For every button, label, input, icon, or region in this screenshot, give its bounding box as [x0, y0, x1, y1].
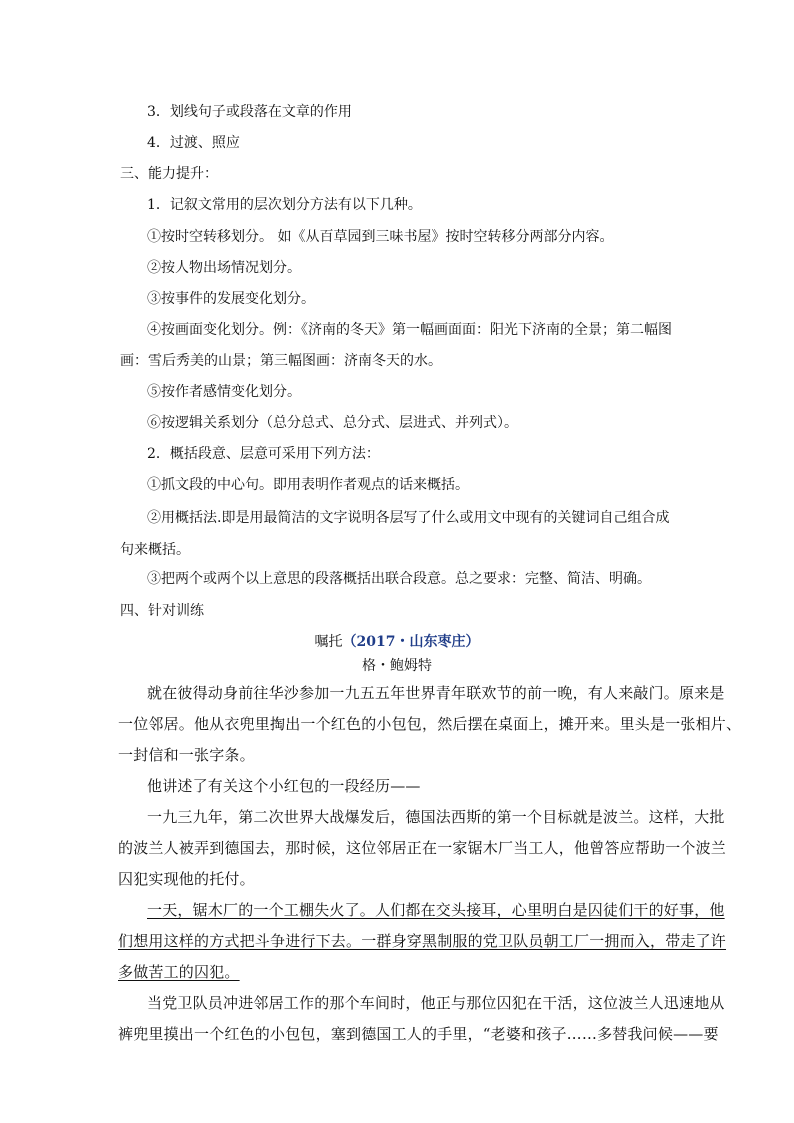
paragraph-3-line-c: 囚犯实现他的托付。 [118, 870, 255, 888]
article-title-source: （2017・山东枣庄） [342, 634, 480, 650]
summary-item-2-line-a: ②用概括法.即是用最简洁的文字说明各层写了什么或用文中现有的关键词自己组合成 [147, 510, 670, 526]
method-item-5: ⑤按作者感情变化划分。 [147, 384, 301, 400]
paragraph-1-line-a: 就在彼得动身前往华沙参加一九五五年世界青年联欢节的前一晚，有人来敲门。原来是 [147, 684, 725, 702]
section-3-heading: 三、能力提升： [120, 166, 218, 182]
paragraph-1-line-b: 一位邻居。他从衣兜里掏出一个红色的小包包，然后摆在桌面上，摊开来。里头是一张相片、 [118, 715, 742, 733]
paragraph-1-line-c: 一封信和一张字条。 [118, 746, 255, 764]
paragraph-2: 他讲述了有关这个小红包的一段经历—— [147, 777, 421, 795]
article-title-main: 嘱托 [314, 634, 343, 650]
method-item-6: ⑥按逻辑关系划分（总分总式、总分式、层进式、并列式）。 [147, 415, 518, 431]
underlined-paragraph-line-c: 多做苦工的囚犯。 [118, 963, 240, 981]
item-3-line: 3．划线句子或段落在文章的作用 [147, 104, 352, 120]
paragraph-5-line-b: 裤兜里摸出一个红色的小包包，塞到德国工人的手里，“老婆和孩子……多替我问候——要 [118, 1025, 719, 1043]
method-item-2: ②按人物出场情况划分。 [147, 260, 301, 276]
paragraph-3-line-b: 的波兰人被弄到德国去，那时候，这位邻居正在一家锯木厂当工人，他曾答应帮助一个波兰 [118, 839, 727, 857]
article-author: 格・鲍姆特 [362, 658, 432, 674]
paragraph-3-line-a: 一九三九年，第二次世界大战爆发后，德国法西斯的第一个目标就是波兰。这样，大批 [147, 808, 725, 826]
summary-item-2-line-b: 句来概括。 [120, 542, 190, 558]
item-4-line: 4．过渡、照应 [147, 135, 240, 151]
method-heading-2: 2．概括段意、层意可采用下列方法： [147, 446, 380, 462]
method-item-4-line-a: ④按画面变化划分。例：《济南的冬天》第一幅画面面：阳光下济南的全景；第二幅图 [147, 322, 672, 338]
article-title [0, 632, 794, 652]
underlined-paragraph-line-b: 们想用这样的方式把斗争进行下去。一群身穿黑制服的党卫队员朝工厂一拥而入，带走了许 [118, 932, 727, 950]
summary-item-1: ①抓文段的中心句。即用表明作者观点的话来概括。 [147, 477, 469, 493]
underlined-paragraph-line-a: 一天，锯木厂的一个工棚失火了。人们都在交头接耳，心里明白是囚徒们干的好事，他 [147, 901, 725, 919]
section-4-heading: 四、针对训练 [120, 603, 204, 619]
method-heading-1: 1．记叙文常用的层次划分方法有以下几种。 [147, 197, 422, 213]
method-item-4-line-b: 画：雪后秀美的山景；第三幅图画：济南冬天的水。 [120, 353, 442, 369]
method-item-1: ①按时空转移划分。 如《从百草园到三味书屋》按时空转移分两部分内容。 [147, 229, 614, 245]
method-item-3: ③按事件的发展变化划分。 [147, 291, 315, 307]
summary-item-3: ③把两个或两个以上意思的段落概括出联合段意。总之要求：完整、简洁、明确。 [147, 571, 651, 587]
paragraph-5-line-a: 当党卫队员冲进邻居工作的那个车间时，他正与那位囚犯在干活，这位波兰人迅速地从 [147, 994, 725, 1012]
